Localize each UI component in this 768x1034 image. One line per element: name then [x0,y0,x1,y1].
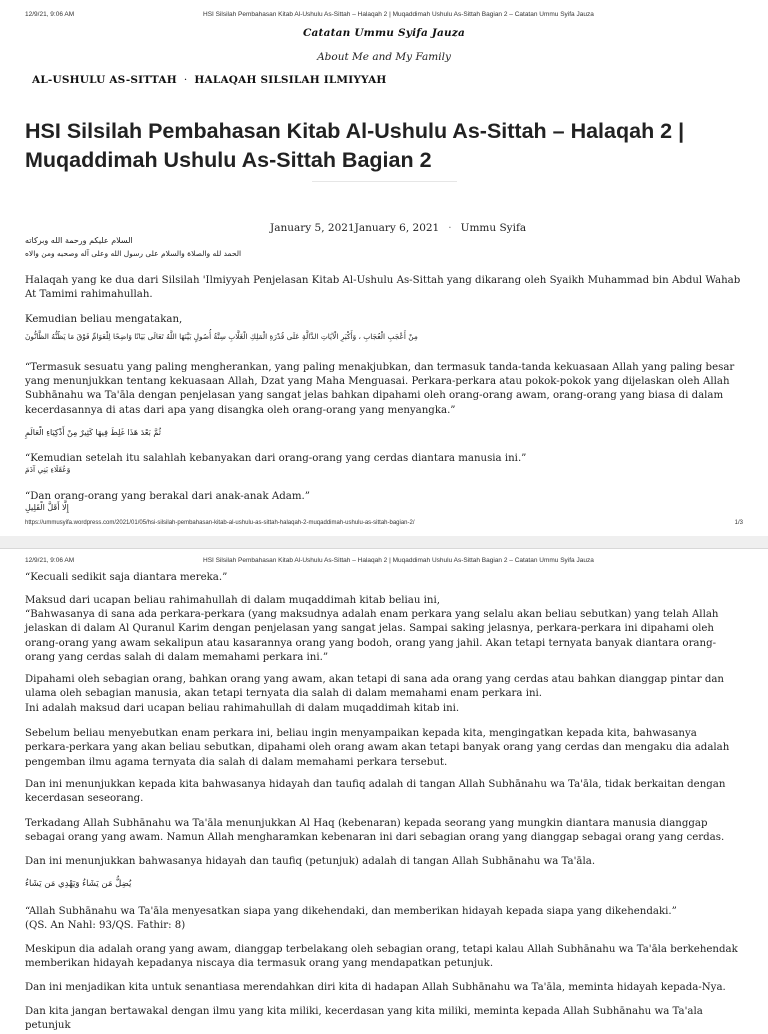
paragraph: Terkadang Allah Subhānahu wa Ta'āla menunjukkan Al Haq (kebenaran) kepada seorang yang mungkin diantara manusia dianggap sebagai orang yang awam. Namun Allah mengharamkan kebenaran ini dari sebagian orang yang dianggap sebagai orang yang cerdas. [25,818,725,844]
category-link[interactable]: HALAQAH SILSILAH ILMIYYAH [194,74,387,86]
separator-dot: · [183,74,188,86]
arabic-text: وَعُقَلَاءِ بَنِي آدَمَ [25,465,71,474]
print-page-2 [0,548,768,1032]
print-doc-title: HSI Silsilah Pembahasan Kitab Al-Ushulu As-Sittah – Halaqah 2 | Muqaddimah Ushulu As-Sittah Bagian 2 – Catatan Ummu Syifa Jauza [203,11,594,18]
print-header [25,11,743,23]
paragraph: Dipahami oleh sebagian orang, bahkan orang yang awam, akan tetapi di sana ada orang yang cerdas atau bahkan dianggap pintar dan ulama oleh sebagian manusia, akan tetapi ternyata dia salah di dalam memahami enam perkara ini. [25,674,724,700]
print-datetime: 12/9/21, 9:06 AM [25,11,75,18]
paragraph: Maksud dari ucapan beliau rahimahullah di dalam muqaddimah kitab beliau ini, [25,595,440,606]
post-meta [270,222,526,234]
separator-dot: · [448,222,452,234]
print-footer [25,520,743,530]
arabic-text: مِنْ أَعْجَبِ الْعُجَابِ ، وَأَكْبَرِ الْآيَاتِ الدَّالَّةِ عَلَى قُدْرَةِ الْمَلِكِ الْغَلَّابِ سِتَّةُ أُصُولٍ بَيَّنَهَا اللَّهُ تَعَالَى بَيَانًا وَاضِحًا لِلْعَوَامِّ فَوْقَ مَا يَظُنُّهُ الظَّانُّونَ [25,332,418,341]
page-title: HSI Silsilah Pembahasan Kitab Al-Ushulu As-Sittah – Halaqah 2 | Muqaddimah Ushulu As-Sittah Bagian 2 [25,119,685,172]
print-datetime: 12/9/21, 9:06 AM [25,557,75,564]
print-page-number: 1/3 [734,520,743,526]
nav-link-about[interactable]: About Me and My Family [317,51,451,63]
site-title[interactable]: Catatan Ummu Syifa Jauza [302,27,466,39]
arabic-text: ثُمَّ بَعْدَ هَذَا غَلِطَ فِيهَا كَثِيرٌ مِنْ أَذْكِيَاءِ الْعَالَمِ [25,428,161,437]
paragraph: Dan ini menunjukkan bahwasanya hidayah dan taufiq (petunjuk) adalah di tangan Allah Subhānahu wa Ta'āla. [25,856,596,867]
quote-paragraph: “Termasuk sesuatu yang paling mengherankan, yang paling menakjubkan, dan termasuk tanda-tanda kekuasaan Allah yang paling besar yang menunjukkan tentang kekuasaan Allah, Dzat yang Maha Menguasai. Perkara-perkara atau pokok-pokok yang dijelaskan oleh Allah Subhānahu wa Ta'āla dengan penjelasan yang sangat jelas bahkan dipahami oleh orang-orang awam, orang-orang yang biasa di dalam kecerdasannya di atas dari apa yang disangka oleh orang-orang yang menyangka.” [25,362,735,416]
quote-paragraph: “Kecuali sedikit saja diantara mereka.” [25,572,228,583]
paragraph: Dan kita jangan bertawakal dengan ilmu yang kita miliki, kecerdasan yang kita miliki, meminta kepada Allah Subhānahu wa Ta'ala petunjuk [25,1006,703,1032]
reference: (QS. An Nahl: 93/QS. Fathir: 8) [25,920,186,931]
quote-paragraph: “Kemudian setelah itu salahlah kebanyakan dari orang-orang yang cerdas diantara manusia ini.” [25,453,527,464]
arabic-text: إِلَّا أَقَلَّ الْقَلِيلِ [25,503,69,512]
paragraph: Dan ini menunjukkan kepada kita bahwasanya hidayah dan taufiq adalah di tangan Allah Subhānahu wa Ta'āla, tidak berkaitan dengan kecerdasan seseorang. [25,779,726,805]
arabic-hamdalah: الحمد لله والصلاة والسلام على رسول الله وعلى آله وصحبه ومن والاه [25,249,242,258]
page-gap [0,536,768,548]
print-doc-title: HSI Silsilah Pembahasan Kitab Al-Ushulu As-Sittah – Halaqah 2 | Muqaddimah Ushulu As-Sittah Bagian 2 – Catatan Ummu Syifa Jauza [203,557,594,564]
paragraph: Sebelum beliau menyebutkan enam perkara ini, beliau ingin menyampaikan kepada kita, mengingatkan kepada kita, bahwasanya perkara-perkara yang akan beliau sebutkan, dipahami oleh orang awam akan tetapi banyak orang yang cerdas dan mengaku dia adalah pengemban ilmu agama ternyata dia salah di dalam memahami perkara tersebut. [25,728,730,768]
paragraph: Kemudian beliau mengatakan, [25,314,183,325]
print-header [25,557,743,569]
category-links [32,74,387,86]
category-link[interactable]: AL-USHULU AS-SITTAH [32,74,177,86]
arabic-salam: السلام عليكم ورحمة الله وبركاته [25,236,133,245]
post-dates[interactable]: January 5, 2021January 6, 2021 [270,222,440,234]
print-url: https://ummusyifa.wordpress.com/2021/01/05/hsi-silsilah-pembahasan-kitab-al-ushulu-as-sittah-halaqah-2-muqaddimah-ushulu-as-sittah-bagian-2/ [25,520,415,526]
quote-paragraph: “Allah Subhānahu wa Ta'āla menyesatkan siapa yang dikehendaki, dan memberikan hidayah kepada siapa yang dikehendaki.” [25,906,677,917]
quote-paragraph: “Dan orang-orang yang berakal dari anak-anak Adam.” [25,491,310,502]
paragraph: Ini adalah maksud dari ucapan beliau rahimahullah di dalam muqaddimah kitab ini. [25,703,460,714]
arabic-text: يُضِلُّ مَن يَشَاءُ وَيَهْدِي مَن يَشَاءُ [25,879,132,889]
divider [312,181,457,182]
paragraph: Meskipun dia adalah orang yang awam, dianggap terbelakang oleh sebagian orang, tetapi kalau Allah Subhānahu wa Ta'āla berkehendak memberikan hidayah kepadanya niscaya dia termasuk orang yang mendapatkan petunjuk. [25,944,738,970]
quote-paragraph: “Bahwasanya di sana ada perkara-perkara (yang maksudnya adalah enam perkara yang selalu akan beliau sebutkan) yang telah Allah jelaskan di dalam Al Quranul Karim dengan penjelasan yang sangat jelas. Sampai saking jelasnya, perkara-perkara ini dipahami oleh orang-orang yang awam sekalipun atau kasarannya orang yang bodoh, orang yang jahil. Akan tetapi ternyata banyak diantara orang-orang yang cerdas salah di dalam memahami perkara ini.” [25,609,719,664]
post-author[interactable]: Ummu Syifa [460,222,527,234]
paragraph: Dan ini menjadikan kita untuk senantiasa merendahkan diri kita di hadapan Allah Subhānahu wa Ta'āla, meminta hidayah kepada-Nya. [25,982,726,993]
paragraph: Halaqah yang ke dua dari Silsilah 'Ilmiyyah Penjelasan Kitab Al-Ushulu As-Sittah yang dikarang oleh Syaikh Muhammad bin Abdul Wahab At Tamimi rahimahullah. [25,275,741,301]
